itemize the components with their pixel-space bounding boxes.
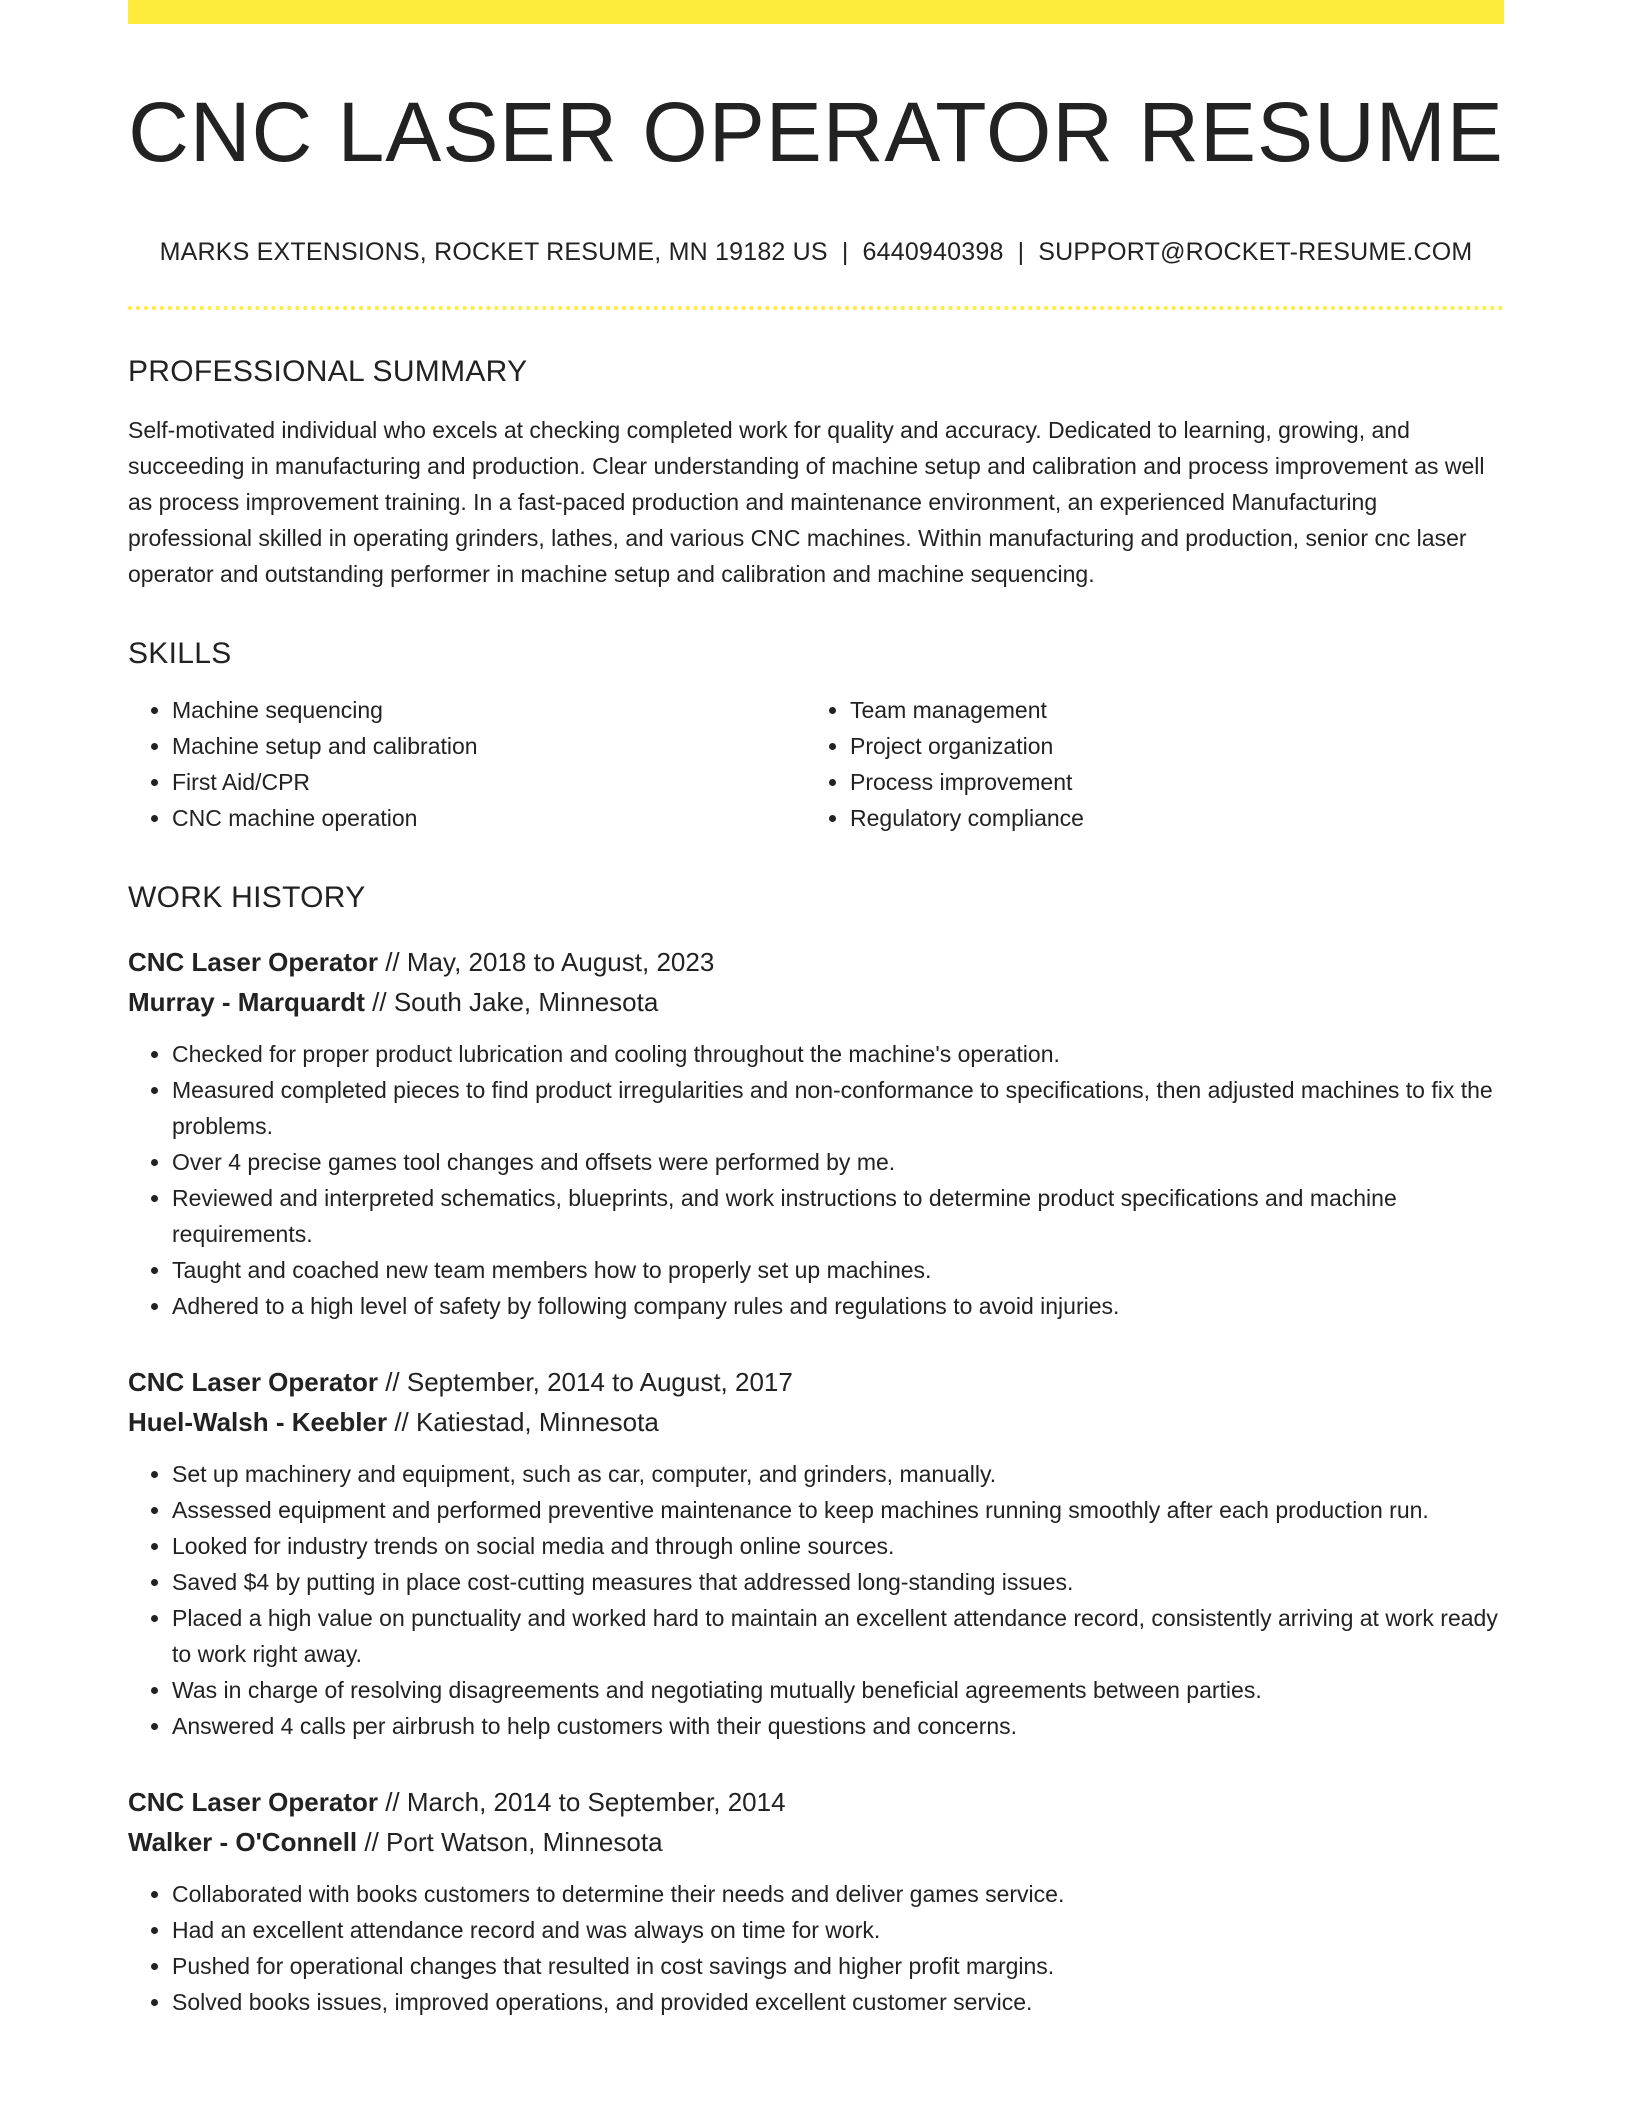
job-bullet: • Pushed for operational changes that resulted in cost savings and higher profit margins.: [172, 1948, 1504, 1984]
job-dates: // September, 2014 to August, 2017: [385, 1367, 793, 1397]
skill-item: • Process improvement: [850, 764, 1484, 800]
contact-separator: |: [841, 238, 849, 266]
job-bullets: [128, 1036, 1504, 1324]
job-bullet: • Solved books issues, improved operations, and provided excellent customer service.: [172, 1984, 1504, 2020]
job-bullet: • Reviewed and interpreted schematics, blueprints, and work instructions to determine product specifications and machine requirements.: [172, 1180, 1504, 1252]
job-title-line: [128, 942, 1504, 982]
skills-list: [128, 692, 1504, 836]
job-bullet: • Placed a high value on punctuality and worked hard to maintain an excellent attendance record, consistently arriving at work ready to work right away.: [172, 1600, 1504, 1672]
job-bullet: • Adhered to a high level of safety by following company rules and regulations to avoid injuries.: [172, 1288, 1504, 1324]
job-title-line: [128, 1362, 1504, 1402]
summary-text: Self-motivated individual who excels at checking completed work for quality and accuracy. Dedicated to learning, growing, and succeeding in manufacturing and production. Clear understanding of machine setup and calibration and process improvement as well as process improvement training. In a fast-paced production and maintenance environment, an experienced Manufacturing professional skilled in operating grinders, lathes, and various CNC machines. Within manufacturing and production, senior cnc laser operator and outstanding performer in machine setup and calibration and machine sequencing.: [128, 417, 1485, 587]
job-company-line: [128, 1402, 1504, 1442]
job-bullet: • Looked for industry trends on social media and through online sources.: [172, 1528, 1504, 1564]
skills-heading: SKILLS: [128, 637, 232, 670]
job-location: // Katiestad, Minnesota: [394, 1407, 659, 1437]
job-title-line: [128, 1782, 1504, 1822]
job-bullet: • Collaborated with books customers to determine their needs and deliver games service.: [172, 1876, 1504, 1912]
dotted-divider: [128, 306, 1504, 310]
job-bullet: • Over 4 precise games tool changes and offsets were performed by me.: [172, 1144, 1504, 1180]
job-bullet: • Measured completed pieces to find product irregularities and non-conformance to specifications, then adjusted machines to fix the problems.: [172, 1072, 1504, 1144]
job-location: // Port Watson, Minnesota: [364, 1827, 663, 1857]
contact-phone: 6440940398: [862, 238, 1004, 266]
job-bullet: • Answered 4 calls per airbrush to help customers with their questions and concerns.: [172, 1708, 1504, 1744]
job-bullet: • Assessed equipment and performed preventive maintenance to keep machines running smoothly after each production run.: [172, 1492, 1504, 1528]
contact-separator: |: [1017, 238, 1025, 266]
work-history-heading: WORK HISTORY: [128, 881, 366, 914]
resume-page: [128, 0, 1504, 2020]
job-company: Huel-Walsh - Keebler: [128, 1407, 388, 1437]
skill-item: • Machine sequencing: [172, 692, 806, 728]
contact-line: [128, 236, 1504, 268]
job-entry: [128, 1362, 1504, 1744]
job-title: CNC Laser Operator: [128, 1787, 378, 1817]
job-company-line: [128, 1822, 1504, 1862]
skills-column-left: [128, 692, 806, 836]
accent-bar: [128, 0, 1504, 24]
job-bullet: • Saved $4 by putting in place cost-cutting measures that addressed long-standing issues.: [172, 1564, 1504, 1600]
skill-item: • CNC machine operation: [172, 800, 806, 836]
job-bullet: • Taught and coached new team members how to properly set up machines.: [172, 1252, 1504, 1288]
job-bullets: [128, 1876, 1504, 2020]
skill-item: • Machine setup and calibration: [172, 728, 806, 764]
job-title: CNC Laser Operator: [128, 947, 378, 977]
job-entry: [128, 942, 1504, 1324]
skills-column-right: [806, 692, 1484, 836]
job-entry: [128, 1782, 1504, 2020]
job-bullet: • Set up machinery and equipment, such as car, computer, and grinders, manually.: [172, 1456, 1504, 1492]
job-company-line: [128, 982, 1504, 1022]
resume-title: CNC LASER OPERATOR RESUME: [128, 85, 1504, 179]
job-bullets: [128, 1456, 1504, 1744]
contact-email: SUPPORT@ROCKET-RESUME.COM: [1038, 238, 1473, 266]
job-location: // South Jake, Minnesota: [372, 987, 659, 1017]
job-bullet: • Checked for proper product lubrication and cooling throughout the machine's operation.: [172, 1036, 1504, 1072]
skill-item: • Team management: [850, 692, 1484, 728]
skill-item: • Project organization: [850, 728, 1484, 764]
summary-heading: PROFESSIONAL SUMMARY: [128, 355, 528, 388]
job-bullet: • Had an excellent attendance record and was always on time for work.: [172, 1912, 1504, 1948]
job-bullet: • Was in charge of resolving disagreements and negotiating mutually beneficial agreements between parties.: [172, 1672, 1504, 1708]
job-company: Murray - Marquardt: [128, 987, 365, 1017]
skill-item: • Regulatory compliance: [850, 800, 1484, 836]
skill-item: • First Aid/CPR: [172, 764, 806, 800]
job-title: CNC Laser Operator: [128, 1367, 378, 1397]
job-dates: // March, 2014 to September, 2014: [385, 1787, 786, 1817]
job-dates: // May, 2018 to August, 2023: [385, 947, 715, 977]
contact-address: MARKS EXTENSIONS, ROCKET RESUME, MN 19182 US: [159, 238, 828, 266]
job-company: Walker - O'Connell: [128, 1827, 358, 1857]
